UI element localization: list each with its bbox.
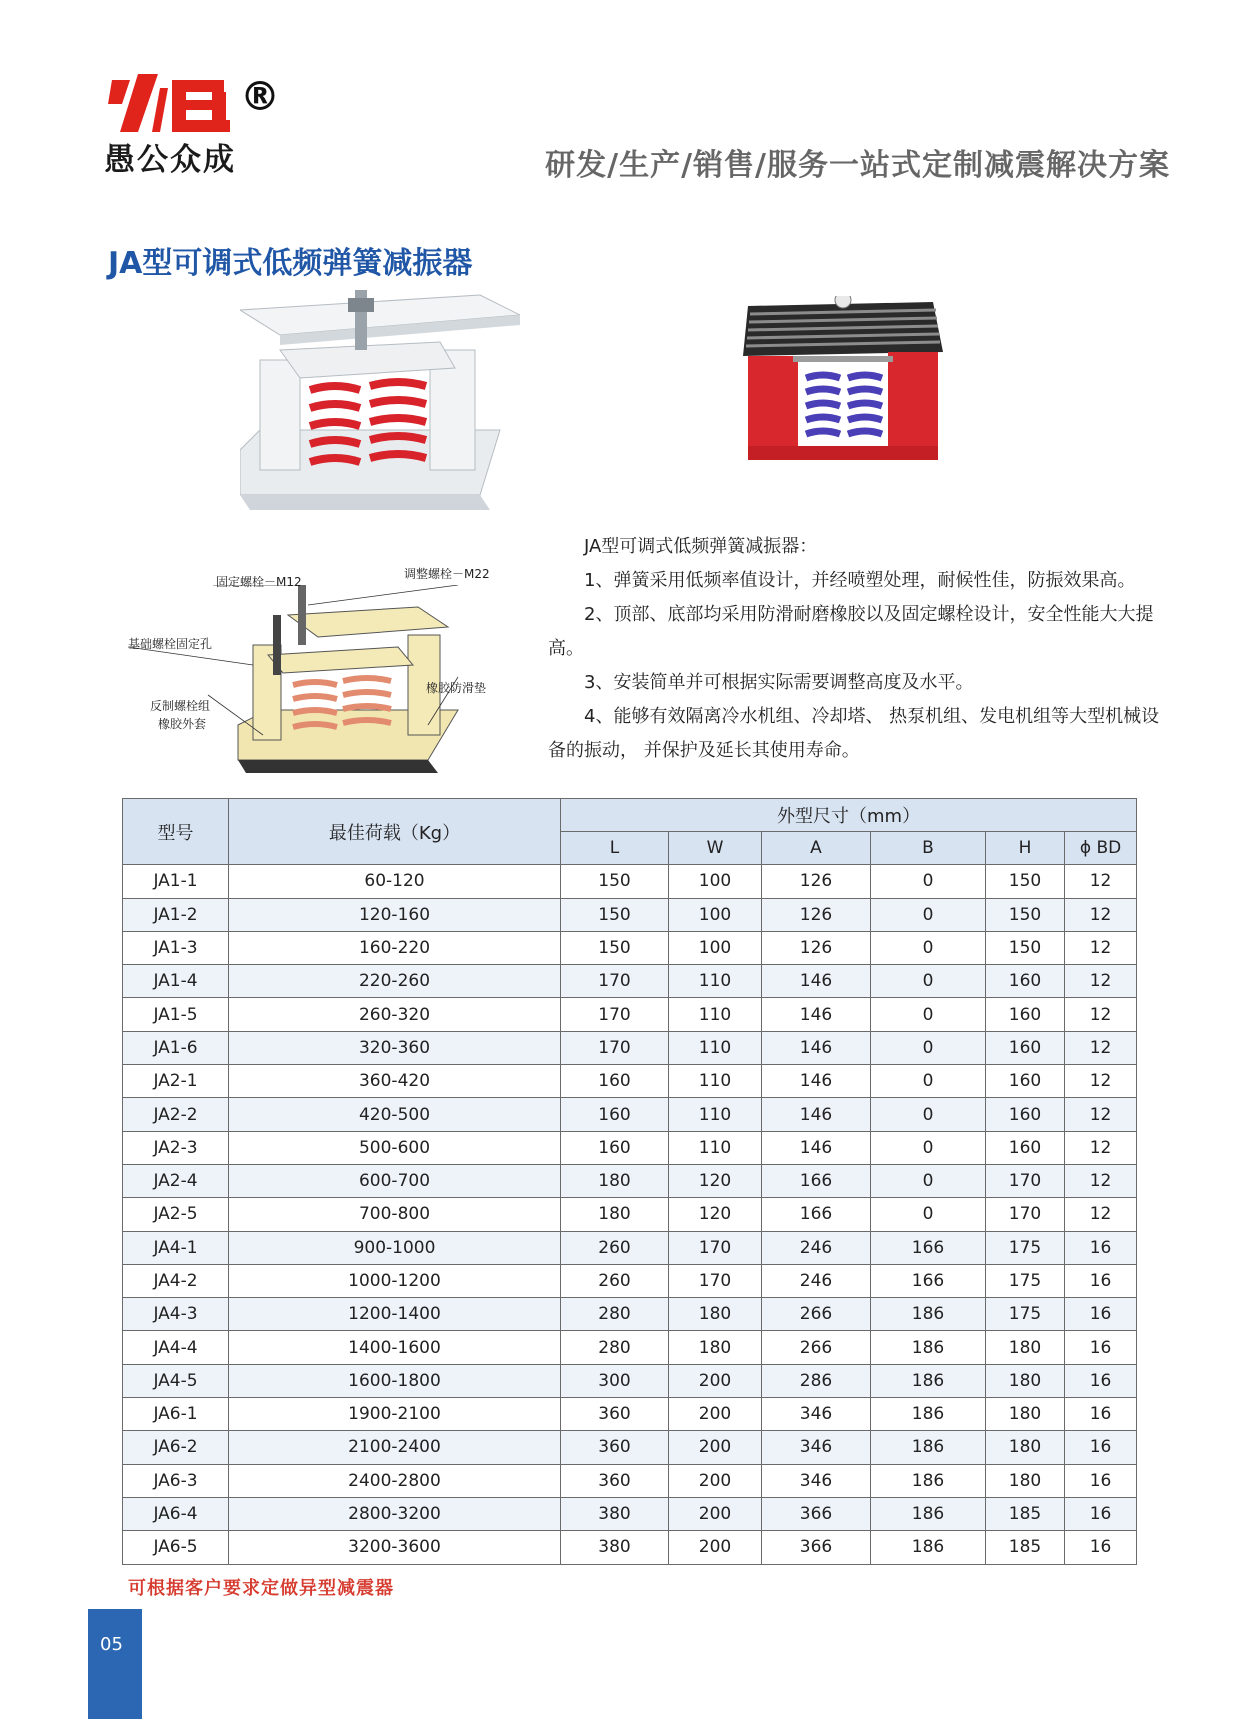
table-cell: 150 (561, 865, 669, 898)
table-cell: 260 (561, 1231, 669, 1264)
table-cell: 180 (669, 1298, 762, 1331)
table-cell: 1200-1400 (229, 1298, 561, 1331)
table-row (123, 1098, 1137, 1131)
table-row (123, 1164, 1137, 1197)
table-cell: JA2-5 (123, 1198, 229, 1231)
table-cell: 166 (871, 1264, 986, 1297)
table-cell: 360 (561, 1464, 669, 1497)
table-cell: 16 (1065, 1231, 1137, 1264)
table-cell: 0 (871, 965, 986, 998)
table-cell: 346 (762, 1398, 871, 1431)
table-cell: 150 (986, 865, 1065, 898)
table-cell: 12 (1065, 931, 1137, 964)
table-cell: 100 (669, 931, 762, 964)
table-cell: 360 (561, 1431, 669, 1464)
table-cell: 160-220 (229, 931, 561, 964)
table-row (123, 1198, 1137, 1231)
table-cell: 186 (871, 1364, 986, 1397)
table-cell: 0 (871, 865, 986, 898)
table-cell: 166 (762, 1164, 871, 1197)
table-cell: 175 (986, 1298, 1065, 1331)
table-cell: 12 (1065, 1131, 1137, 1164)
table-cell: JA4-5 (123, 1364, 229, 1397)
table-row (123, 1398, 1137, 1431)
table-row (123, 898, 1137, 931)
table-cell: 12 (1065, 1198, 1137, 1231)
table-cell: 110 (669, 1065, 762, 1098)
label-fixing-bolt: 固定螺栓－M12 (216, 575, 302, 589)
table-row (123, 1364, 1137, 1397)
table-cell: 200 (669, 1364, 762, 1397)
description-item: 4、能够有效隔离冷水机组、冷却塔、 热泵机组、发电机组等大型机械设备的振动， 并保护及延长其使用寿命。 (548, 706, 1160, 761)
table-cell: 0 (871, 1164, 986, 1197)
isolator-diagram (128, 567, 508, 785)
registered-mark: ® (240, 74, 280, 120)
table-cell: 200 (669, 1464, 762, 1497)
table-cell: 110 (669, 998, 762, 1031)
description-item: 2、顶部、底部均采用防滑耐磨橡胶以及固定螺栓设计，安全性能大大提高。 (548, 604, 1154, 659)
table-cell: 16 (1065, 1298, 1137, 1331)
table-cell: 160 (986, 965, 1065, 998)
table-cell: 60-120 (229, 865, 561, 898)
table-cell: JA1-6 (123, 1031, 229, 1064)
table-cell: 160 (561, 1098, 669, 1131)
custom-note: 可根据客户要求定做异型减震器 (128, 1578, 394, 1599)
table-cell: 0 (871, 931, 986, 964)
table-cell: 346 (762, 1431, 871, 1464)
table-cell: 150 (561, 931, 669, 964)
table-cell: 126 (762, 865, 871, 898)
table-cell: 175 (986, 1264, 1065, 1297)
table-cell: 0 (871, 898, 986, 931)
table-cell: 170 (986, 1198, 1065, 1231)
header-dimensions: 外型尺寸（mm） (561, 799, 1137, 832)
table-cell: 280 (561, 1298, 669, 1331)
table-cell: 146 (762, 1098, 871, 1131)
table-cell: 260 (561, 1264, 669, 1297)
table-cell: 2400-2800 (229, 1464, 561, 1497)
label-adjust-bolt: 调整螺栓－M22 (404, 567, 490, 581)
header-dim-w: W (669, 832, 762, 865)
table-cell: JA4-4 (123, 1331, 229, 1364)
table-cell: 170 (986, 1164, 1065, 1197)
table-cell: 246 (762, 1231, 871, 1264)
table-cell: JA2-2 (123, 1098, 229, 1131)
table-cell: 180 (986, 1364, 1065, 1397)
table-cell: JA6-5 (123, 1531, 229, 1564)
table-cell: 246 (762, 1264, 871, 1297)
table-cell: 110 (669, 965, 762, 998)
table-cell: 126 (762, 898, 871, 931)
table-cell: 180 (561, 1198, 669, 1231)
table-row (123, 1264, 1137, 1297)
table-cell: 120 (669, 1164, 762, 1197)
table-cell: 1900-2100 (229, 1398, 561, 1431)
table-row (123, 1065, 1137, 1098)
table-cell: 170 (669, 1264, 762, 1297)
table-cell: JA2-4 (123, 1164, 229, 1197)
label-foundation-hole: 基础螺栓固定孔 (128, 637, 213, 651)
table-row (123, 1298, 1137, 1331)
table-cell: 16 (1065, 1331, 1137, 1364)
header-model: 型号 (123, 799, 229, 865)
table-cell: 280 (561, 1331, 669, 1364)
table-cell: 16 (1065, 1464, 1137, 1497)
white-spring-isolator-photo (240, 290, 520, 510)
table-cell: 110 (669, 1131, 762, 1164)
label-rubber-sleeve: 橡胶外套 (158, 717, 207, 731)
table-cell: 160 (561, 1065, 669, 1098)
table-cell: 320-360 (229, 1031, 561, 1064)
table-cell: 170 (561, 1031, 669, 1064)
slogan: 研发/生产/销售/服务一站式定制减震解决方案 (545, 148, 1170, 183)
spec-table (122, 798, 1137, 1565)
table-cell: 0 (871, 1198, 986, 1231)
table-cell: JA4-2 (123, 1264, 229, 1297)
table-row (123, 1497, 1137, 1530)
table-cell: 185 (986, 1497, 1065, 1530)
table-cell: 170 (561, 998, 669, 1031)
table-cell: 1600-1800 (229, 1364, 561, 1397)
table-cell: JA1-3 (123, 931, 229, 964)
table-cell: 180 (986, 1464, 1065, 1497)
table-cell: 12 (1065, 1098, 1137, 1131)
product-title: JA型可调式低频弹簧减振器 (108, 246, 473, 281)
table-cell: 286 (762, 1364, 871, 1397)
table-cell: 0 (871, 998, 986, 1031)
table-cell: 12 (1065, 1164, 1137, 1197)
table-cell: JA4-3 (123, 1298, 229, 1331)
table-cell: 366 (762, 1531, 871, 1564)
table-cell: 146 (762, 1131, 871, 1164)
table-cell: 166 (871, 1231, 986, 1264)
table-cell: 160 (986, 998, 1065, 1031)
header-dim-b: B (871, 832, 986, 865)
description-item: 3、安装简单并可根据实际需要调整高度及水平。 (584, 672, 974, 693)
label-counter-bolt: 反制螺栓组 (150, 699, 211, 713)
table-row (123, 1531, 1137, 1564)
product-description (548, 530, 1168, 768)
table-cell: 420-500 (229, 1098, 561, 1131)
table-cell: 100 (669, 898, 762, 931)
header-load: 最佳荷载（Kg） (229, 799, 561, 865)
table-cell: 100 (669, 865, 762, 898)
table-cell: 180 (561, 1164, 669, 1197)
table-cell: 12 (1065, 865, 1137, 898)
table-cell: 150 (986, 931, 1065, 964)
table-cell: 160 (986, 1065, 1065, 1098)
table-cell: JA6-3 (123, 1464, 229, 1497)
table-row (123, 1031, 1137, 1064)
table-cell: 1000-1200 (229, 1264, 561, 1297)
table-cell: 160 (986, 1131, 1065, 1164)
table-cell: 126 (762, 931, 871, 964)
table-cell: 380 (561, 1497, 669, 1530)
table-cell: 146 (762, 1065, 871, 1098)
table-cell: 2800-3200 (229, 1497, 561, 1530)
spec-table-body (123, 865, 1137, 1564)
table-cell: 200 (669, 1531, 762, 1564)
table-row (123, 1331, 1137, 1364)
table-cell: 900-1000 (229, 1231, 561, 1264)
table-cell: 186 (871, 1464, 986, 1497)
table-cell: JA1-1 (123, 865, 229, 898)
table-cell: 180 (986, 1398, 1065, 1431)
page-number-bar (88, 1609, 142, 1719)
table-cell: 16 (1065, 1531, 1137, 1564)
page-number: 05 (100, 1634, 123, 1655)
header-dim-l: L (561, 832, 669, 865)
header-dim-bd: ϕ BD (1065, 832, 1137, 865)
table-cell: 600-700 (229, 1164, 561, 1197)
table-cell: 0 (871, 1065, 986, 1098)
table-cell: 12 (1065, 965, 1137, 998)
table-cell: 16 (1065, 1497, 1137, 1530)
table-cell: 146 (762, 965, 871, 998)
table-cell: 366 (762, 1497, 871, 1530)
yg-logo-icon (108, 74, 238, 132)
description-item: 1、弹簧采用低频率值设计，并经喷塑处理，耐候性佳，防振效果高。 (584, 570, 1136, 591)
table-cell: 186 (871, 1431, 986, 1464)
table-cell: 150 (986, 898, 1065, 931)
table-cell: 120 (669, 1198, 762, 1231)
table-cell: 160 (561, 1131, 669, 1164)
table-row (123, 998, 1137, 1031)
table-cell: 360 (561, 1398, 669, 1431)
table-row (123, 1464, 1137, 1497)
table-cell: 200 (669, 1497, 762, 1530)
table-cell: 12 (1065, 1031, 1137, 1064)
table-cell: JA2-3 (123, 1131, 229, 1164)
table-cell: JA1-4 (123, 965, 229, 998)
table-cell: JA1-2 (123, 898, 229, 931)
table-cell: 200 (669, 1398, 762, 1431)
table-cell: JA2-1 (123, 1065, 229, 1098)
table-cell: 170 (561, 965, 669, 998)
table-cell: JA6-2 (123, 1431, 229, 1464)
table-row (123, 931, 1137, 964)
table-cell: 0 (871, 1131, 986, 1164)
table-cell: 300 (561, 1364, 669, 1397)
company-name: 愚公众成 (104, 142, 236, 178)
table-cell: 0 (871, 1098, 986, 1131)
table-row (123, 865, 1137, 898)
description-heading: JA型可调式低频弹簧减振器： (584, 536, 818, 557)
table-cell: 200 (669, 1431, 762, 1464)
header-dim-h: H (986, 832, 1065, 865)
table-cell: 185 (986, 1531, 1065, 1564)
table-cell: 0 (871, 1031, 986, 1064)
table-cell: 260-320 (229, 998, 561, 1031)
table-cell: 12 (1065, 998, 1137, 1031)
table-cell: 1400-1600 (229, 1331, 561, 1364)
table-cell: JA6-4 (123, 1497, 229, 1530)
table-row (123, 1231, 1137, 1264)
table-cell: 266 (762, 1331, 871, 1364)
table-cell: 12 (1065, 898, 1137, 931)
table-cell: 186 (871, 1497, 986, 1530)
table-cell: 166 (762, 1198, 871, 1231)
table-cell: 170 (669, 1231, 762, 1264)
table-row (123, 965, 1137, 998)
table-cell: 360-420 (229, 1065, 561, 1098)
table-row (123, 1131, 1137, 1164)
table-cell: 266 (762, 1298, 871, 1331)
table-cell: 16 (1065, 1364, 1137, 1397)
table-cell: 186 (871, 1298, 986, 1331)
table-cell: 16 (1065, 1264, 1137, 1297)
table-cell: 380 (561, 1531, 669, 1564)
table-cell: 110 (669, 1031, 762, 1064)
table-cell: JA1-5 (123, 998, 229, 1031)
table-cell: 16 (1065, 1431, 1137, 1464)
table-cell: 16 (1065, 1398, 1137, 1431)
table-cell: 186 (871, 1398, 986, 1431)
table-cell: 160 (986, 1098, 1065, 1131)
table-cell: 2100-2400 (229, 1431, 561, 1464)
table-cell: 146 (762, 998, 871, 1031)
table-cell: 110 (669, 1098, 762, 1131)
table-cell: JA6-1 (123, 1398, 229, 1431)
table-cell: 12 (1065, 1065, 1137, 1098)
red-spring-isolator-photo (738, 296, 948, 462)
table-cell: 160 (986, 1031, 1065, 1064)
label-rubber-pad: 橡胶防滑垫 (426, 681, 487, 695)
table-cell: 220-260 (229, 965, 561, 998)
table-cell: 150 (561, 898, 669, 931)
table-cell: 186 (871, 1331, 986, 1364)
table-cell: 180 (986, 1331, 1065, 1364)
table-cell: 146 (762, 1031, 871, 1064)
table-cell: 120-160 (229, 898, 561, 931)
header-dim-a: A (762, 832, 871, 865)
table-row (123, 1431, 1137, 1464)
table-cell: 180 (986, 1431, 1065, 1464)
table-cell: 180 (669, 1331, 762, 1364)
table-cell: 186 (871, 1531, 986, 1564)
table-cell: 175 (986, 1231, 1065, 1264)
table-cell: JA4-1 (123, 1231, 229, 1264)
table-cell: 500-600 (229, 1131, 561, 1164)
table-cell: 346 (762, 1464, 871, 1497)
table-cell: 700-800 (229, 1198, 561, 1231)
table-cell: 3200-3600 (229, 1531, 561, 1564)
